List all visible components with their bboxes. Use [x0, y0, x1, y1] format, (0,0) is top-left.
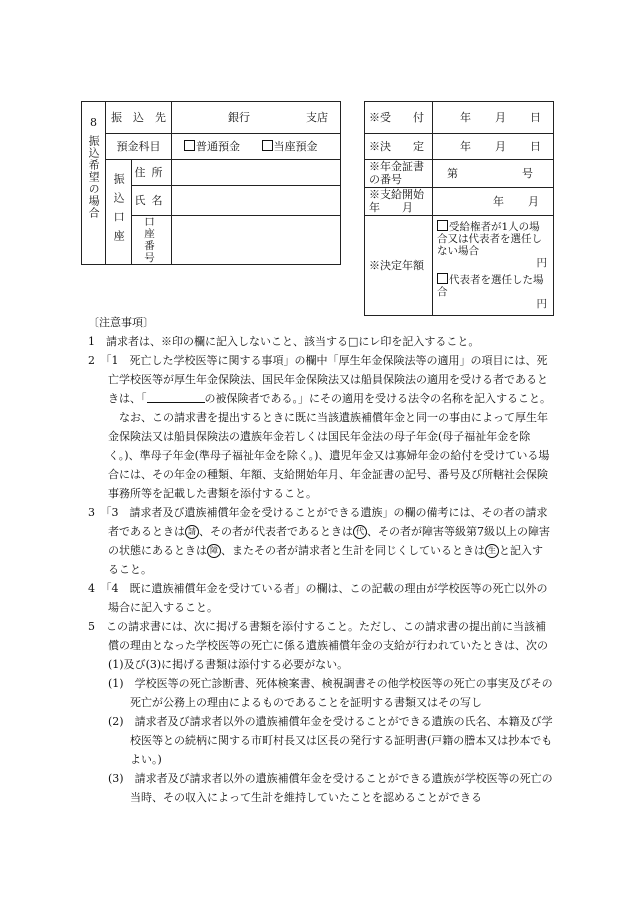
decided-amount-options — [433, 216, 554, 316]
address-field[interactable] — [172, 160, 341, 186]
single-claimant-option[interactable]: 受給権者が1人の場合又は代表者を選任しない場合 円 — [437, 221, 547, 270]
payment-start-label: ※支給開始年 月 — [365, 188, 433, 216]
yen-unit: 円 — [536, 298, 547, 311]
note-2-continued: なお、この請求書を提出するときに既に当該遺族補償年金と同一の事由によって厚生年金保険法又は船員保険法の遺族年金若しくは国民年金法の母子年金(母子福祉年金を除く。)、準母子年金(準母子福祉年金を除く。)、遺児年金又は寡婦年金の給付を受けている場合には、その年金の種類、年額、支給開始年月、年金証書の記号、番号及び所轄社会保険事務所等を記載した書類を添付すること。 — [108, 411, 550, 500]
account-number-label: 口座番号 — [132, 216, 172, 265]
decision-date: 年 月 日 — [433, 134, 554, 160]
checkbox-icon — [184, 140, 195, 151]
received-label: ※受 付 — [365, 102, 433, 134]
note-4: 4 「4 既に遺族補償年金を受けている者」の欄は、この記載の理由が学校医等の死亡以外の場合に記入すること。 — [88, 582, 548, 614]
checkbox-icon — [262, 140, 273, 151]
notes-heading: 〔注意事項〕 — [88, 316, 154, 329]
bank-label: 振 込 先 — [106, 102, 172, 134]
current-label: 当座預金 — [273, 139, 318, 153]
blank-line — [147, 391, 205, 403]
account-type-label: 預金科目 — [106, 134, 172, 160]
ordinary-checkbox[interactable] — [184, 140, 240, 153]
current-checkbox[interactable] — [262, 140, 318, 153]
account-type-options — [172, 134, 341, 160]
decision-label: ※決 定 — [365, 134, 433, 160]
bank-suffix: 銀行 — [228, 110, 250, 124]
disability-mark: 障 — [207, 544, 221, 558]
note-5-item-1: (1) 学校医等の死亡診断書、死体検案書、検視調書その他学校医等の死亡の事実及びその死亡が公務上の理由によるものであることを証明する書類又はその写し — [108, 677, 553, 709]
pension-cert-number: 第 号 — [433, 160, 554, 188]
yen-unit: 円 — [536, 257, 547, 270]
name-field[interactable] — [172, 186, 341, 216]
note-5: 5 この請求書には、次に掲げる書類を添付すること。ただし、この請求書の提出前に当該補償の理由となった学校医等の死亡に係る遺族補償年金の支給が行われていたときは、次の(1)及び(3)に掲げる書類は添付する必要がない。 — [88, 620, 548, 671]
note-5-item-2: (2) 請求者及び請求者以外の遺族補償年金を受けることができる遺族の氏名、本籍及び学校医等との続柄に関する市町村長又は区長の発行する証明書(戸籍の謄本又は抄本でもよい。) — [108, 715, 553, 766]
bank-transfer-table — [81, 101, 341, 265]
bank-field[interactable] — [172, 102, 341, 134]
section-8-header — [82, 102, 106, 265]
claimant-mark: 請 — [185, 525, 199, 539]
notes-section — [88, 313, 553, 807]
address-label: 住所 — [132, 160, 172, 186]
checkbox-icon — [437, 273, 448, 284]
account-group-label: 振込口座 — [106, 160, 132, 265]
ordinary-label: 普通預金 — [196, 139, 240, 153]
name-label: 氏名 — [132, 186, 172, 216]
payment-start-date: 年 月 — [433, 188, 554, 216]
representative-mark: 代 — [353, 525, 367, 539]
decided-amount-label: ※決定年額 — [365, 216, 433, 316]
official-use-table — [364, 101, 554, 316]
account-number-field[interactable] — [172, 216, 341, 265]
branch-suffix: 支店 — [306, 110, 328, 124]
representative-option[interactable]: 代表者を選任した場合 円 — [437, 274, 547, 311]
living-mark: 生 — [485, 544, 499, 558]
note-5-item-3: (3) 請求者及び請求者以外の遺族補償年金を受けることができる遺族が学校医等の死亡の当時、その収入によって生計を維持していたことを認めることができる — [108, 772, 553, 804]
section-title: 振込希望の場合 — [87, 135, 101, 220]
pension-cert-label: ※年金証書の番号 — [365, 160, 433, 188]
note-3: 3 「3 請求者及び遺族補償年金を受けることができる遺族」の欄の備考には、その者の請求者であるときは 請 、その者が代表者であるときは 代 、その者が障害等級第7級以上の障害の状態にあるときは 障 、またその者が請求者と生計を同じくしているときは 生 と記入すること。 — [88, 506, 550, 576]
note-1: 1 請求者は、※印の欄に記入しないこと、該当する□にレ印を記入すること。 — [88, 335, 480, 348]
note-2: 2 「1 死亡した学校医等に関する事項」の欄中「厚生年金保険法等の適用」の項目には、死亡学校医等が厚生年金保険法、国民年金保険法又は船員保険法の適用を受ける者であるときは、「 の被保険者である。」にその適用を受ける法令の名称を記入すること。 — [88, 354, 551, 405]
section-number: 8 — [90, 116, 97, 129]
checkbox-icon — [437, 220, 448, 231]
received-date: 年 月 日 — [433, 102, 554, 134]
